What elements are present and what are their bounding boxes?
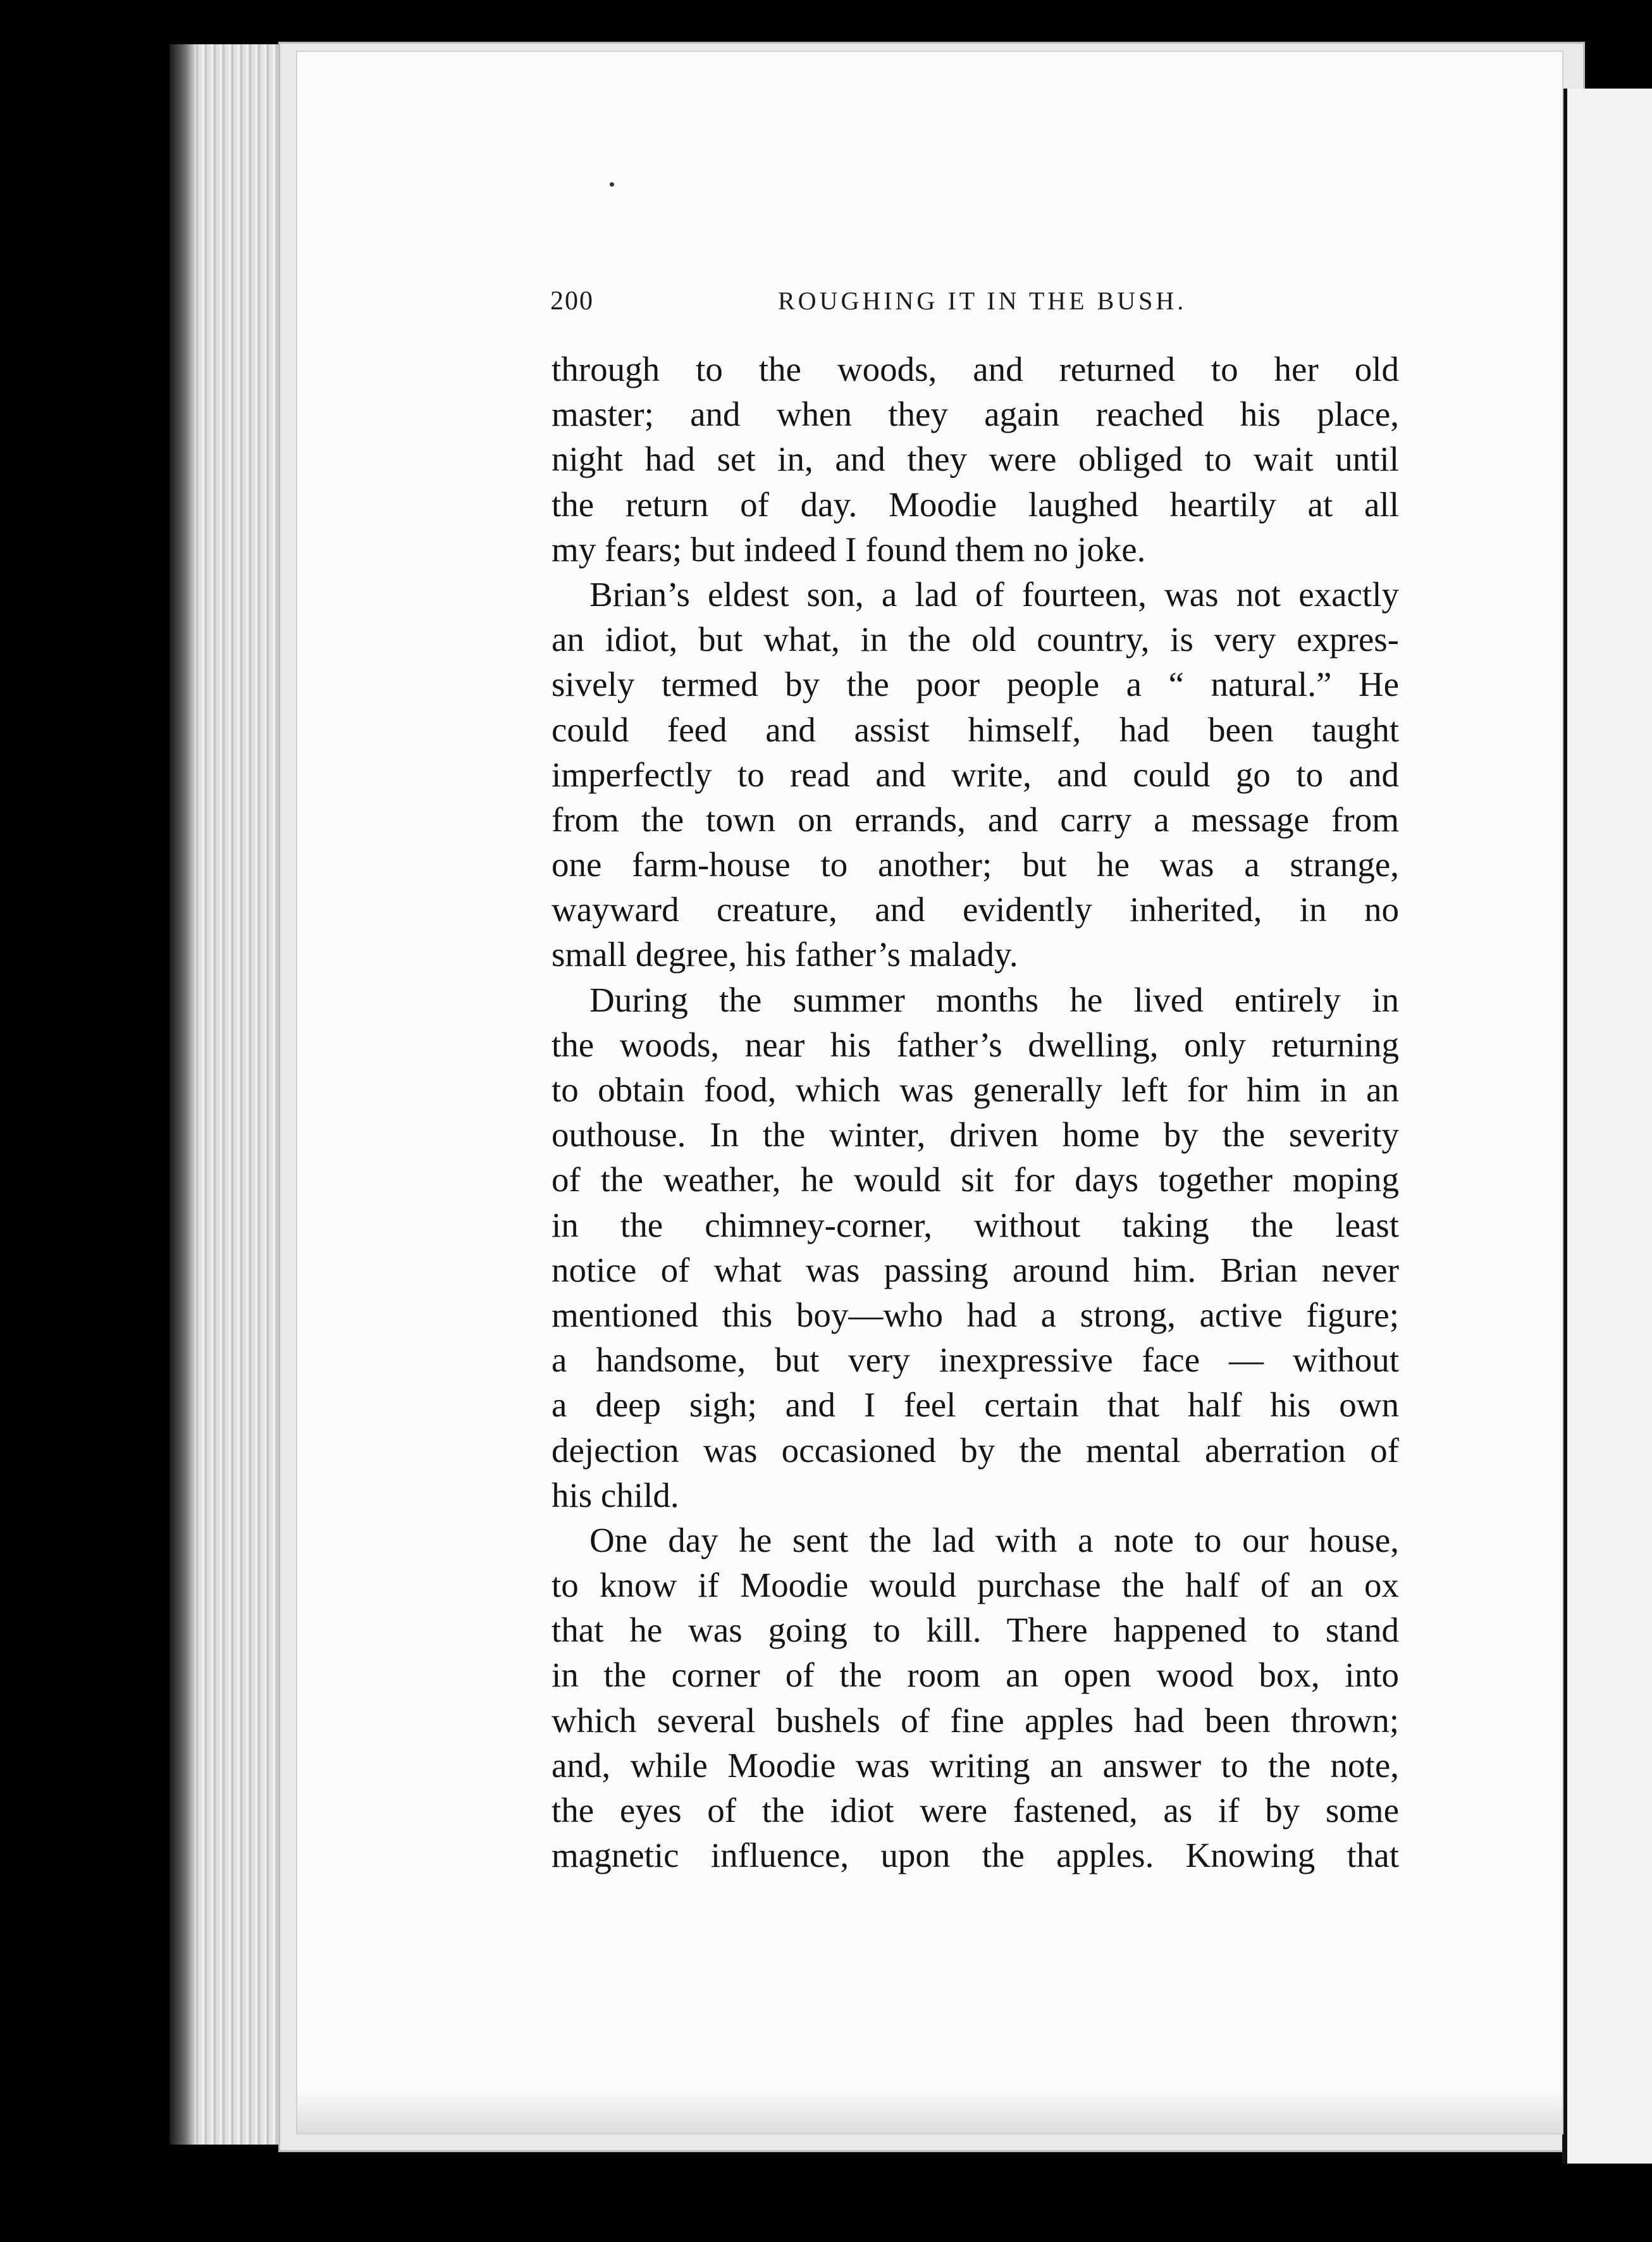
text-line: that he was going to kill. There happened to stand <box>552 1611 1399 1650</box>
text-line: to obtain food, which was generally left for him in an <box>552 1070 1399 1109</box>
text-line: in the corner of the room an open wood box, into <box>552 1656 1399 1695</box>
book-spine-shadow <box>170 44 195 2145</box>
text-line: his child. <box>552 1475 679 1514</box>
text-line: an idiot, but what, in the old country, is very expres- <box>552 620 1399 659</box>
text-line: During the summer months he lived entirely in <box>589 980 1399 1019</box>
text-line: One day he sent the lad with a note to our house, <box>589 1520 1399 1559</box>
text-line: wayward creature, and evidently inherited, in no <box>552 890 1399 929</box>
text-line: through to the woods, and returned to her old <box>552 350 1399 388</box>
text-line: and, while Moodie was writing an answer to the note, <box>552 1745 1399 1785</box>
text-line: a deep sigh; and I feel certain that half his own <box>552 1385 1399 1425</box>
text-line: the woods, near his father’s dwelling, only returning <box>552 1025 1399 1064</box>
text-line: to know if Moodie would purchase the half of an ox <box>552 1566 1399 1605</box>
text-line: dejection was occasioned by the mental aberration of <box>552 1430 1399 1470</box>
page-number: 200 <box>550 287 594 316</box>
text-line: could feed and assist himself, had been taught <box>552 710 1399 749</box>
text-line: outhouse. In the winter, driven home by the severity <box>552 1115 1399 1155</box>
text-line: night had set in, and they were obliged to wait until <box>552 440 1399 479</box>
text-line: my fears; but indeed I found them no joke. <box>552 530 1146 569</box>
running-head: ROUGHING IT IN THE BUSH. <box>778 287 1187 315</box>
page-bottom-shadow <box>297 2089 1562 2133</box>
text-line: notice of what was passing around him. Brian never <box>552 1250 1399 1289</box>
facing-page-edge <box>1562 89 1652 2164</box>
text-line: which several bushels of fine apples had been thrown; <box>552 1700 1399 1740</box>
text-line: Brian’s eldest son, a lad of fourteen, was not exactly <box>589 574 1399 614</box>
text-line: master; and when they again reached his place, <box>552 395 1399 434</box>
text-line: from the town on errands, and carry a message from <box>552 800 1399 839</box>
text-line: one farm-house to another; but he was a strange, <box>552 845 1399 884</box>
text-line: small degree, his father’s malady. <box>552 935 1018 974</box>
text-line: imperfectly to read and write, and could go to and <box>552 755 1399 794</box>
text-line: in the chimney-corner, without taking the least <box>552 1205 1399 1244</box>
page-header <box>550 286 1398 324</box>
text-line: sively termed by the poor people a “ natural.” He <box>552 665 1399 704</box>
text-line: mentioned this boy—who had a strong, active figure; <box>552 1295 1399 1334</box>
body-text <box>552 347 1399 1878</box>
text-line: magnetic influence, upon the apples. Knowing that <box>552 1836 1399 1875</box>
ink-speck <box>610 182 614 187</box>
text-line: a handsome, but very inexpressive face — without <box>552 1341 1399 1380</box>
text-line: of the weather, he would sit for days together moping <box>552 1160 1399 1199</box>
text-line: the return of day. Moodie laughed heartily at all <box>552 485 1399 524</box>
text-line: the eyes of the idiot were fastened, as if by some <box>552 1791 1399 1830</box>
